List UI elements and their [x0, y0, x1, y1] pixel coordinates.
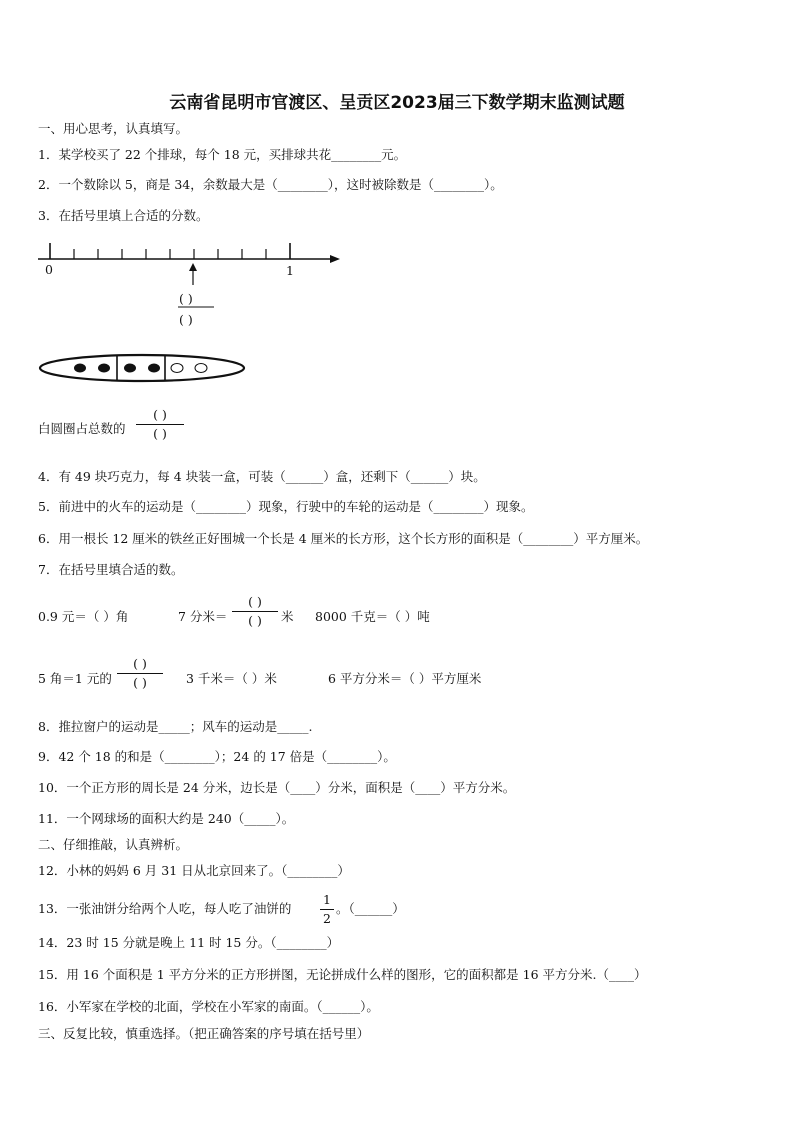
number-line-arrowhead [330, 255, 340, 263]
circle-dots [74, 364, 207, 373]
q7-row1-fraction [232, 594, 278, 629]
question-10: 10．一个正方形的周长是 24 分米，边长是（____）分米，面积是（____）平方分米。 [38, 780, 516, 795]
page-title: 云南省昆明市官渡区、呈贡区2023届三下数学期末监测试题 [169, 93, 625, 113]
q7-row2-item-b: 3 千米＝（ ）米 [186, 671, 277, 686]
circles-question-label: 白圆圈占总数的 [38, 421, 126, 436]
question-8: 8．推拉窗户的运动是_____；风车的运动是_____. [38, 719, 313, 734]
circles-answer-fraction [136, 407, 184, 442]
fraction-denominator: 2 [323, 911, 331, 926]
question-13-answer: 。（______） [336, 901, 405, 916]
fraction-numerator: ( ) [133, 656, 147, 671]
number-line-label-0: 0 [45, 262, 53, 277]
question-11: 11．一个网球场的面积大约是 240（_____）。 [38, 811, 295, 826]
fraction-denominator: ( ) [248, 613, 262, 628]
q7-row1-item-c: 8000 千克＝（ ）吨 [315, 609, 430, 624]
filled-circle [74, 364, 86, 373]
q7-row1-item-b-prefix: 7 分米＝ [178, 609, 228, 624]
section-1-heading: 一、用心思考，认真填写。 [38, 121, 189, 136]
question-9: 9．42 个 18 的和是（________）；24 的 17 倍是（________）。 [38, 749, 396, 764]
pointer-arrow-head [189, 263, 197, 271]
filled-circle [98, 364, 110, 373]
question-2: 2．一个数除以 5，商是 34，余数最大是（________），这时被除数是（________）。 [38, 177, 503, 192]
filled-circle [124, 364, 136, 373]
question-3: 3．在括号里填上合适的分数。 [38, 208, 209, 223]
fraction-denominator: ( ) [153, 426, 167, 441]
fraction-bar [136, 424, 184, 425]
question-1: 1．某学校买了 22 个排球，每个 18 元，买排球共花________元。 [38, 147, 407, 162]
section-3-heading: 三、反复比较，慎重选择。（把正确答案的序号填在括号里） [38, 1026, 370, 1041]
number-line-label-1: 1 [286, 263, 294, 278]
fraction-bar [320, 909, 334, 910]
question-15: 15．用 16 个面积是 1 平方分米的正方形拼图，无论拼成什么样的图形，它的面积都是 16 平方分米.（____） [38, 967, 647, 982]
q7-row2-item-a-prefix: 5 角＝1 元的 [38, 671, 112, 686]
question-6: 6．用一根长 12 厘米的铁丝正好围城一个长是 4 厘米的长方形，这个长方形的面积是（________）平方厘米。 [38, 531, 649, 546]
question-5: 5．前进中的火车的运动是（________）现象，行驶中的车轮的运动是（________）现象。 [38, 499, 534, 514]
q7-row1-item-b-suffix: 米 [281, 609, 294, 624]
question-4: 4．有 49 块巧克力，每 4 块装一盒，可装（______）盒，还剩下（______）块。 [38, 469, 486, 484]
question-7: 7．在括号里填合适的数。 [38, 562, 184, 577]
hollow-circle [171, 364, 183, 373]
question-13-text: 13．一张油饼分给两个人吃，每人吃了油饼的 [38, 901, 292, 916]
fraction-bar [232, 611, 278, 612]
circles-ellipse [40, 355, 244, 381]
q7-row2-fraction [117, 656, 163, 691]
number-line-frac-den: ( ) [179, 312, 193, 327]
number-line-frac-num: ( ) [179, 291, 193, 306]
fraction-numerator: ( ) [248, 594, 262, 609]
fraction-denominator: ( ) [133, 675, 147, 690]
question-16: 16．小军家在学校的北面，学校在小军家的南面。（______）。 [38, 999, 379, 1014]
fraction-bar [117, 673, 163, 674]
q7-row1-item-a: 0.9 元＝（ ）角 [38, 609, 129, 624]
number-line-ticks [50, 243, 290, 259]
q13-fraction [320, 892, 334, 927]
filled-circle [148, 364, 160, 373]
q7-row2-item-c: 6 平方分米＝（ ）平方厘米 [328, 671, 482, 686]
fraction-numerator: 1 [323, 892, 331, 907]
question-14: 14．23 时 15 分就是晚上 11 时 15 分。（________） [38, 935, 340, 950]
hollow-circle [195, 364, 207, 373]
section-2-heading: 二、仔细推敲，认真辨析。 [38, 837, 189, 852]
fraction-numerator: ( ) [153, 407, 167, 422]
question-12: 12．小林的妈妈 6 月 31 日从北京回来了。（________） [38, 863, 350, 878]
